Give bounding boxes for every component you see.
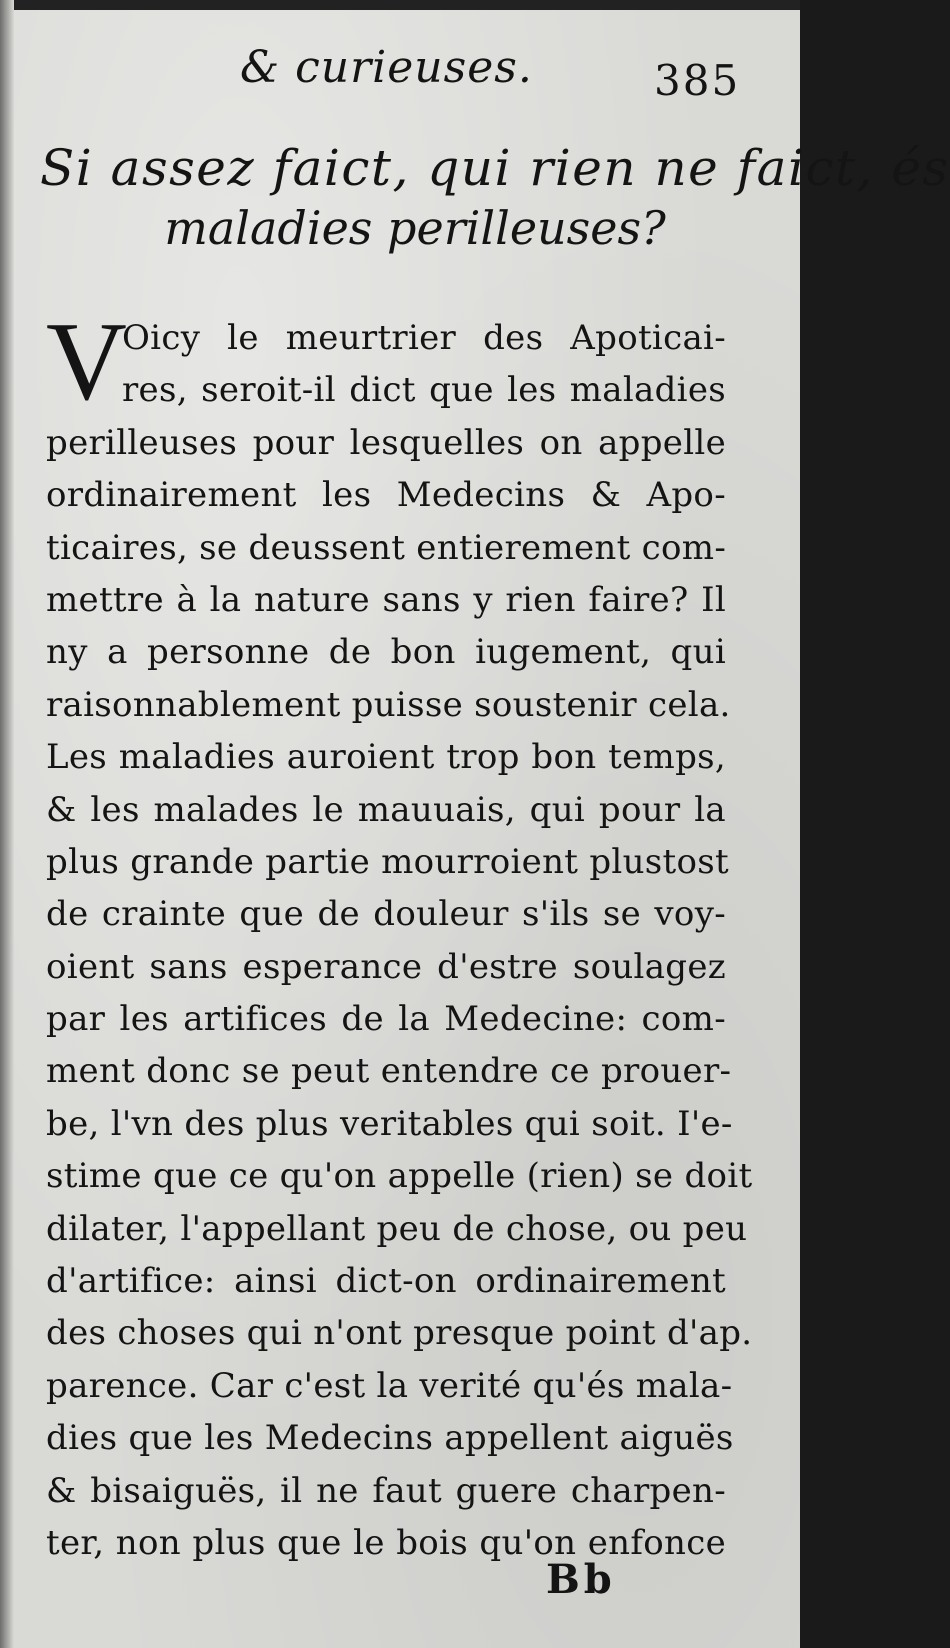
signature-mark: Bb [546, 1556, 616, 1603]
text-line: raisonnablement puisse soustenir cela. [46, 684, 731, 725]
section-heading [40, 138, 950, 258]
text-line: & bisaiguës, il ne faut guere charpen- [46, 1470, 726, 1511]
text-line: des choses qui n'ont presque point d'ap. [46, 1313, 753, 1354]
text-line: ordinairement les Medecins & Apo- [46, 475, 726, 516]
text-line: Les maladies auroient trop bon temps, [46, 737, 726, 778]
body-text [46, 300, 753, 1569]
text-line: oient sans esperance d'estre soulagez [46, 946, 726, 987]
text-line: dies que les Medecins appellent aiguës [46, 1418, 734, 1459]
text-line: stime que ce qu'on appelle (rien) se doit [46, 1156, 753, 1197]
drop-cap: V [46, 300, 127, 424]
text-line: & les malades le mauuais, qui pour la [46, 789, 726, 830]
page-number: 385 [654, 56, 741, 105]
text-line: par les artifices de la Medecine: com- [46, 999, 726, 1040]
page-gutter-shadow [0, 0, 14, 1648]
text-line: plus grande partie mourroient plustost [46, 841, 729, 882]
text-line: de crainte que de douleur s'ils se voy- [46, 894, 726, 935]
text-line: d'artifice: ainsi dict-on ordinairement [46, 1261, 726, 1302]
heading-line: Si assez faict, qui rien ne faict, és [40, 139, 950, 197]
text-line: be, l'vn des plus veritables qui soit. I'e- [46, 1103, 733, 1144]
text-line: ter, non plus que le bois qu'on enfonce [46, 1522, 726, 1563]
text-line: Oicy le meurtrier des Apoticai- [122, 318, 726, 358]
text-line: ny a personne de bon iugement, qui [46, 632, 726, 673]
running-head: & curieuses. [240, 42, 533, 93]
text-line: res, seroit-il dict que les maladies [122, 370, 726, 411]
text-line: mettre à la nature sans y rien faire? Il [46, 579, 726, 620]
text-line: dilater, l'appellant peu de chose, ou peu [46, 1208, 748, 1249]
text-line: ticaires, se deussent entierement com- [46, 527, 727, 568]
page-top-edge [0, 0, 800, 10]
text-line: ment donc se peut entendre ce prouer- [46, 1051, 732, 1092]
text-line: parence. Car c'est la verité qu'és mala- [46, 1365, 733, 1406]
text-line: perilleuses pour lesquelles on appelle [46, 422, 726, 463]
heading-line: maladies perilleuses? [164, 201, 666, 255]
